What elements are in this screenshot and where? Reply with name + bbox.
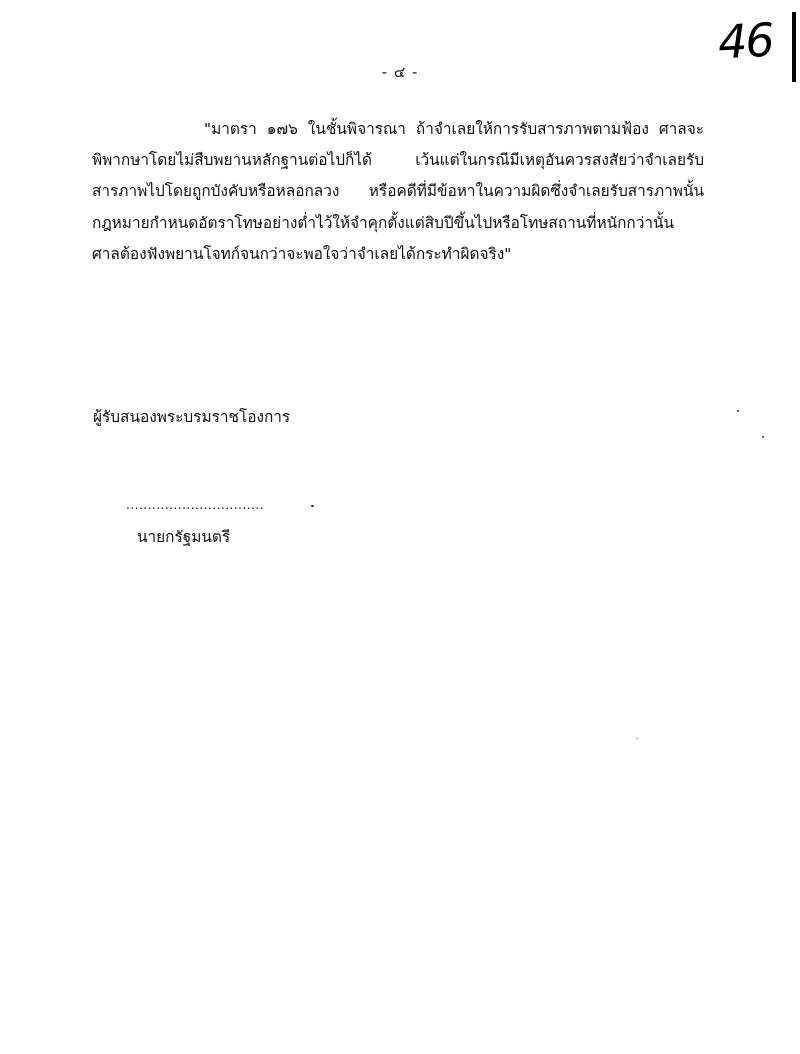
scan-speck [311, 505, 314, 507]
quote-line: สารภาพไปโดยถูกบังคับหรือหลอกลวง หรือคดีที่มีข้อหาในความผิดซึ่งจำเลยรับสารภาพนั้น [92, 182, 704, 201]
scan-speck [762, 436, 764, 438]
scan-speck [636, 738, 638, 739]
quote-line: ศาลต้องฟังพยานโจทก์จนกว่าจะพอใจว่าจำเลยได้กระทำผิดจริง" [92, 244, 512, 263]
quote-line: กฎหมายกำหนดอัตราโทษอย่างต่ำไว้ให้จำคุกตั้งแต่สิบปีขึ้นไปหรือโทษสถานที่หนักกว่านั้น [92, 213, 675, 232]
page-number: - ๔ - [381, 63, 419, 81]
handwritten-page-number: 46 [716, 12, 774, 70]
quoted-section-text [92, 114, 704, 270]
signature-line: ................................ [126, 498, 265, 512]
signatory-title: นายกรัฐมนตรี [137, 528, 231, 546]
countersign-label: ผู้รับสนองพระบรมราชโองการ [93, 408, 291, 426]
quote-line: "มาตรา ๑๗๖ ในชั้นพิจารณา ถ้าจำเลยให้การรับสารภาพตามฟ้อง ศาลจะ [204, 120, 704, 138]
quote-line: พิพากษาโดยไม่สืบพยานหลักฐานต่อไปก็ได้ เว้นแต่ในกรณีมีเหตุอันควรสงสัยว่าจำเลยรับ [92, 151, 704, 170]
scan-speck [737, 410, 739, 412]
